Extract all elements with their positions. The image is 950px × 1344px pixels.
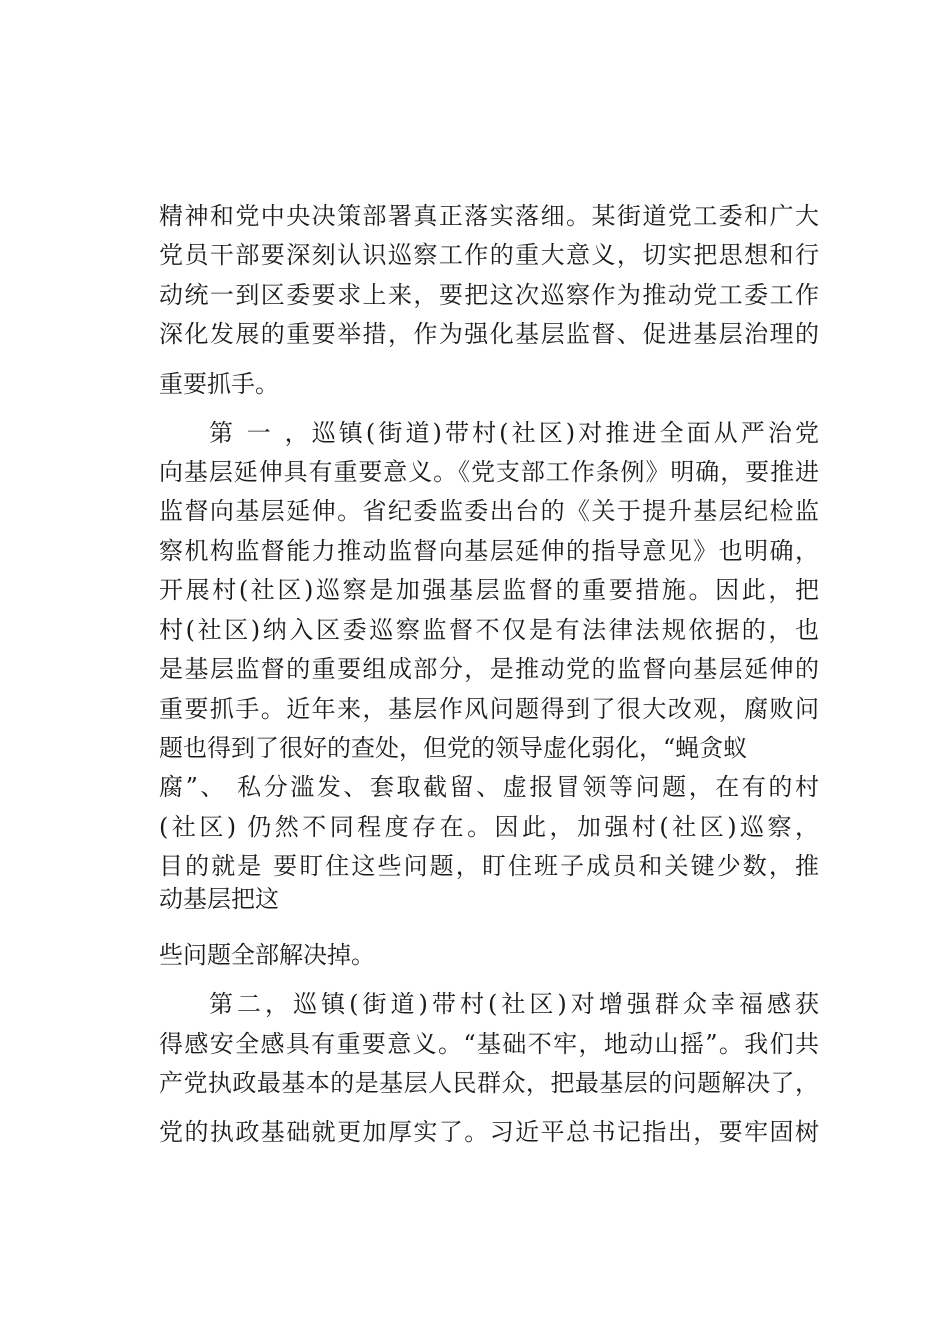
text-line: 党的执政基础就更加厚实了。习近平总书记指出，要牢固树 — [159, 1118, 819, 1146]
text-line: 精神和党中央决策部署真正落实落细。某街道党工委和广大 — [159, 202, 819, 230]
text-line: 监督向基层延伸。省纪委监委出台的《关于提升基层纪检监 — [159, 497, 819, 525]
text-line: 腐”、 私分滥发、套取截留、虚报冒领等问题，在有的村 — [159, 773, 819, 801]
text-line: 目的就是 要盯住这些问题，盯住班子成员和关键少数，推 — [159, 852, 819, 880]
text-line: 重要抓手。近年来，基层作风问题得到了很大改观，腐败问 — [159, 695, 819, 723]
text-line: 动基层把这 — [159, 885, 279, 913]
text-line: 是基层监督的重要组成部分，是推动党的监督向基层延伸的 — [159, 655, 819, 683]
text-line: 深化发展的重要举措，作为强化基层监督、促进基层治理的 — [159, 320, 819, 348]
text-line: 开展村(社区)巡察是加强基层监督的重要措施。因此，把 — [159, 576, 819, 604]
text-line: 得感安全感具有重要意义。“基础不牢，地动山摇”。我们共 — [159, 1030, 819, 1058]
text-line: (社区) 仍然不同程度存在。因此，加强村(社区)巡察， — [159, 813, 819, 841]
text-line: 重要抓手。 — [159, 370, 279, 398]
text-line: 党员干部要深刻认识巡察工作的重大意义，切实把思想和行 — [159, 241, 819, 269]
text-line: 题也得到了很好的查处，但党的领导虚化弱化，“蝇贪蚁 — [159, 734, 748, 762]
text-line: 察机构监督能力推动监督向基层延伸的指导意见》也明确， — [159, 537, 819, 565]
text-line: 村(社区)纳入区委巡察监督不仅是有法律法规依据的，也 — [159, 616, 819, 644]
text-line: 动统一到区委要求上来，要把这次巡察作为推动党工委工作 — [159, 281, 819, 309]
paragraph-first-line: 第 一 ，巡镇(街道)带村(社区)对推进全面从严治党 — [209, 419, 819, 447]
text-line: 些问题全部解决掉。 — [159, 941, 375, 969]
text-line: 产党执政最基本的是基层人民群众，把最基层的问题解决了， — [159, 1069, 819, 1097]
paragraph-first-line: 第二，巡镇(街道)带村(社区)对增强群众幸福感获 — [209, 990, 819, 1018]
text-line: 向基层延伸具有重要意义。《党支部工作条例》明确，要推进 — [159, 458, 819, 486]
